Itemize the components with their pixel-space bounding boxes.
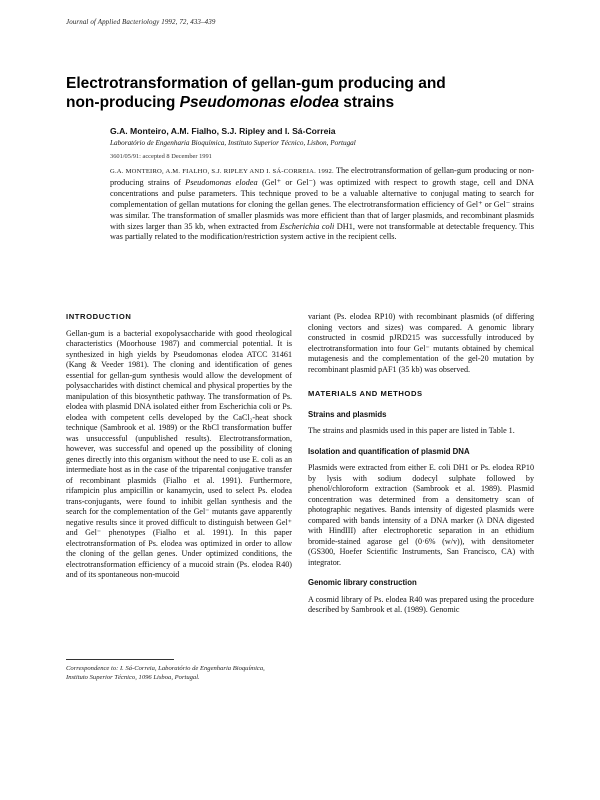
strains-body: The strains and plasmids used in this paper are listed in Table 1. <box>308 426 515 435</box>
genomic-body: A cosmid library of Ps. elodea R40 was prepared using the procedure described by Sambrook et al. (1989). Genomic <box>308 594 534 614</box>
left-column <box>66 312 292 581</box>
abstract-citation: G.A. MONTEIRO, A.M. FIALHO, S.J. RIPLEY AND I. SÁ-CORREIA. 1992. <box>110 168 334 175</box>
affiliation: Laboratório de Engenharia Bioquímica, Instituto Superior Técnico, Lisbon, Portugal <box>110 139 356 147</box>
title-organism: Pseudomonas elodea <box>179 94 339 111</box>
right-column <box>308 312 534 616</box>
author-list: G.A. Monteiro, A.M. Fialho, S.J. Ripley and I. Sá-Correia <box>110 126 336 136</box>
title-line-1: Electrotransformation of gellan-gum producing and <box>66 75 446 92</box>
methods-heading: MATERIALS AND METHODS <box>308 389 423 398</box>
introduction-continued: variant (Ps. elodea RP10) with recombinant plasmids (of differing cloning vectors and sizes) was compared. A genomic library constructed in cosmid pJRD215 was successfully introduced by electrotransformation into four Gel⁻ mutants obtained by chemical mutagenesis and the complementation of the gel-20 mutation by recombinant plasmid pAF1 (35 kb) was observed. <box>308 312 534 374</box>
footnote-rule <box>66 659 174 660</box>
introduction-body: Gellan-gum is a bacterial exopolysaccharide with good rheological characteristics (Moorhouse 1987) and commercial potential. It is synthesized in high yields by Pseudomonas elodea ATCC 31461 (Kang & Veeder 1981). The cloning and identification of genes essential for gellan-gum synthesis would allow the development of polysaccharides with distinct chemical and physical properties by the manipulation of this biosynthetic pathway. The transformation of Ps. elodea with plasmid DNA isolated either from Escherichia coli or Ps. elodea with competent cells developed by the CaCl₂-heat shock technique (Sambrook et al. 1989) or the RbCl transformation buffer was unsuccessful (unpublished results). Electrotransformation, however, was successful and opened up the possibility of cloning genes directly into this organism without the need to use E. coli as an intermediate host as in the case of the triparental conjugative transfer of recombinant plasmids (Fialho et al. 1991). Furthermore, rifampicin plus ampicillin or kanamycin, used to select Ps. elodea trans-conjugants, were found to inhibit gellan synthesis and the search for the complementation of the Gel⁻ mutants gave apparently negative results since it proved difficult to distinguish between Gel⁺ and Gel⁻ phenotypes (Fialho et al. 1991). In this paper electrotransformation of Ps. elodea was optimized in order to allow the cloning of the gellan genes. Under optimized conditions, the electrotransformation efficiency of a mucoid strain (Ps. elodea R40) and of its spontaneous non-mucoid <box>66 328 292 579</box>
received-date: 3601/05/91: accepted 8 December 1991 <box>110 153 212 160</box>
correspondence-footnote: Correspondence to: I. Sá-Correia, Laboratório de Engenharia Bioquímica, Instituto Superior Técnico, 1096 Lisboa, Portugal. <box>66 665 265 681</box>
article-title <box>66 74 536 112</box>
introduction-heading: INTRODUCTION <box>66 312 132 321</box>
journal-header: Journal of Applied Bacteriology 1992, 72, 433–439 <box>66 18 216 26</box>
abstract: G.A. MONTEIRO, A.M. FIALHO, S.J. RIPLEY AND I. SÁ-CORREIA. 1992. The electrotransformation of gellan-gum producing or non-producing strains of Pseudomonas elodea (Gel⁺ or Gel⁻) was optimized with respect to growth stage, cell and DNA concentrations and pulse parameters. This technique proved to be a valuable alternative to conjugal mating to search for complementation of gellan mutations for cloning the gellan genes. The electrotransformation efficiency of Gel⁺ or Gel⁻ strains was similar. The transformation of smaller plasmids was more efficient than that of larger plasmids, and recombinant plasmids with sizes larger than 35 kb, when extracted from Escherichia coli DH1, were not transformable at detectable frequency. This was partially related to the modification/restriction system active in the recipient cells. <box>110 166 535 242</box>
genomic-heading: Genomic library construction <box>308 578 417 587</box>
isolation-heading: Isolation and quantification of plasmid DNA <box>308 446 470 456</box>
title-line-2: non-producing Pseudomonas elodea strains <box>66 94 395 111</box>
isolation-body: Plasmids were extracted from either E. coli DH1 or Ps. elodea RP10 by lysis with sodium dodecyl sulphate followed by phenol/chloroform extraction (Sambrook et al. 1989). Plasmid concentration was determined from a densitometry scan of photographic negatives. Bands intensity of digested plasmids were compared with bands intensity of a DNA marker (λ DNA digested with HindIII) after electrophoretic separation in an ethidium bromide-stained agarose gel (0·6% (w/v)), with densitometer (GS300, Hoefer Scientific Instruments, San Francisco, CA) with integrator. <box>308 463 534 567</box>
strains-heading: Strains and plasmids <box>308 409 387 419</box>
